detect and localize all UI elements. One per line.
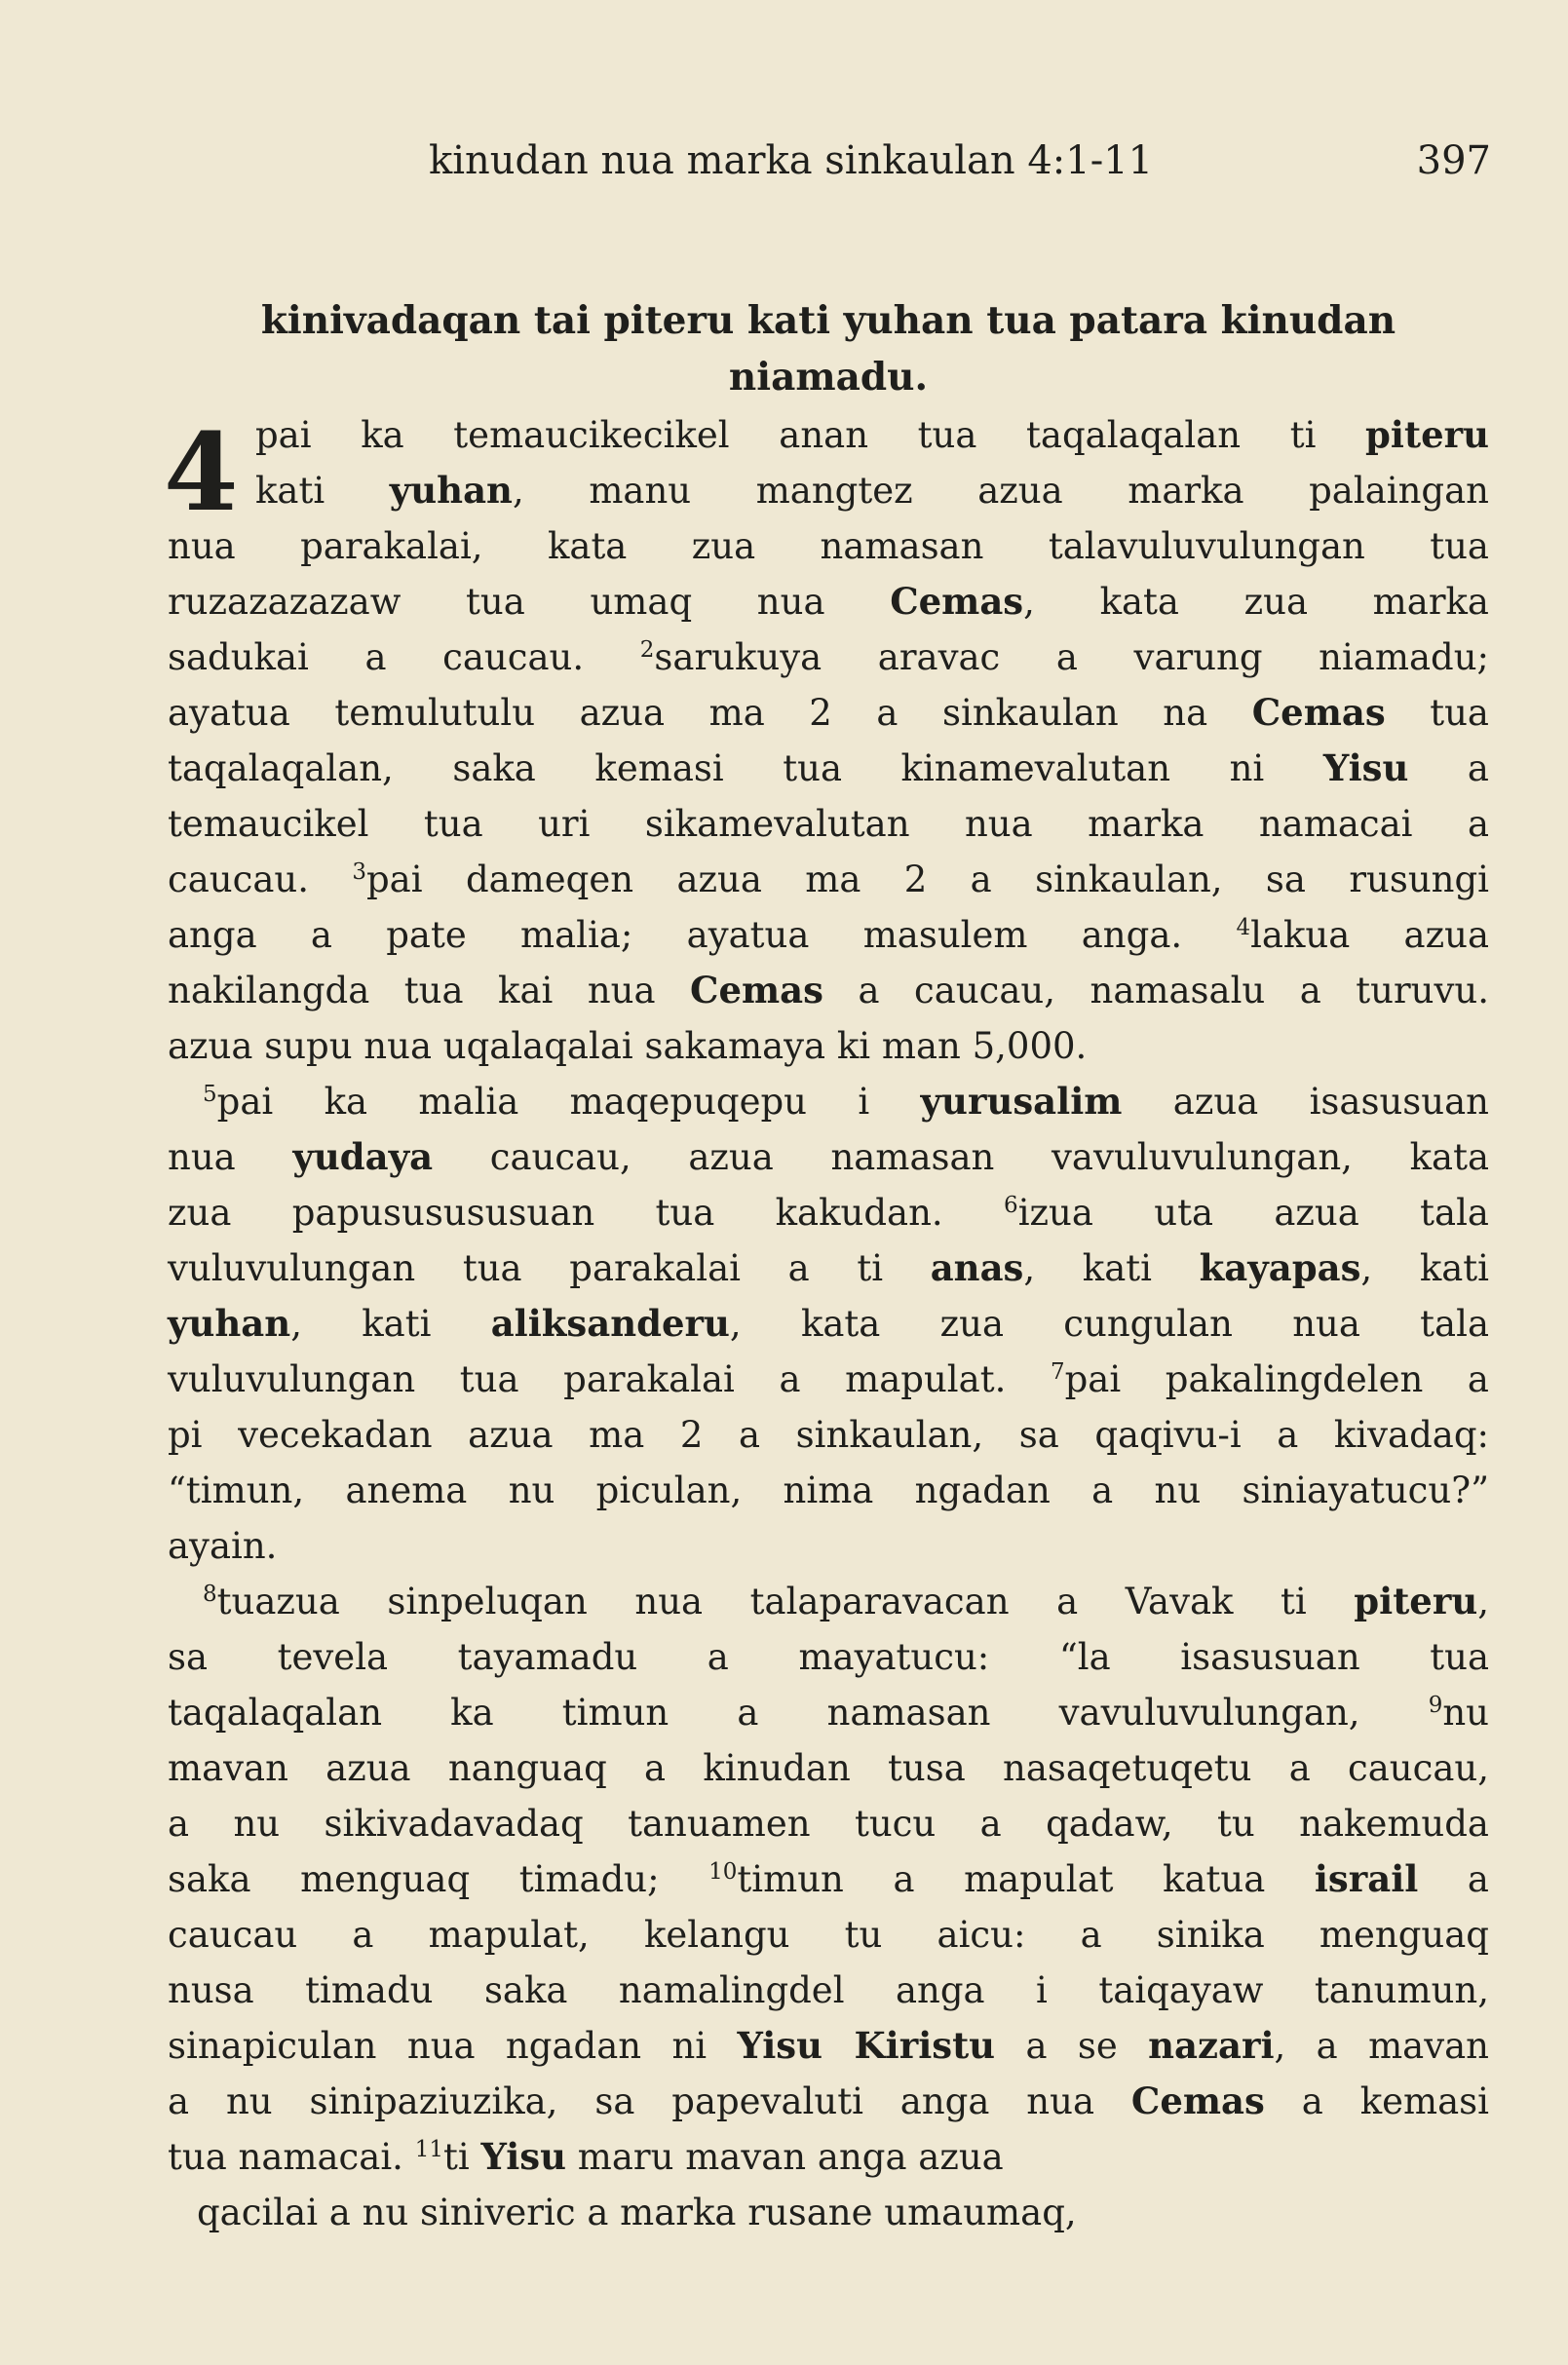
name-yuhan: yuhan (389, 469, 513, 512)
text-line: pai ka temaucikecikel anan tua taqalaqalan ti piteru (255, 413, 1489, 456)
name-israil: israil (1314, 1857, 1419, 1900)
text-line: sa tevela tayamadu a mayatucu: “la isasusuan tua (168, 1636, 1489, 1678)
name-yisu: Yisu (1322, 746, 1409, 789)
text-line: vuluvulungan tua parakalai a ti anas, kati kayapas, kati (168, 1246, 1490, 1289)
verse-number: 2 (639, 637, 655, 663)
section-heading-line: kinivadaqan tai piteru kati yuhan tua patara kinudan (260, 298, 1396, 343)
text-line: mavan azua nanguaq a kinudan tusa nasaqetuqetu a caucau, (168, 1747, 1489, 1789)
name-cemas: Cemas (890, 580, 1024, 623)
name-cemas: Cemas (690, 969, 823, 1011)
name-yurusalim: yurusalim (920, 1080, 1123, 1123)
chapter-body-text (168, 407, 1489, 2240)
text-line: vuluvulungan tua parakalai a mapulat. $^7$pai pakalingdelen a (168, 1358, 1489, 1400)
text-line: pi vecekadan azua ma 2 a sinkaulan, sa qaqivu-i a kivadaq: (168, 1414, 1489, 1456)
text-line: taqalaqalan, saka kemasi tua kinamevalutan ni Yisu a (168, 746, 1489, 789)
running-head (409, 132, 1491, 190)
section-heading (146, 292, 1511, 405)
text-line: $^8$tuazua sinpeluqan nua talaparavacan a Vavak ti piteru, (203, 1580, 1489, 1622)
text-line: temaucikel tua uri sikamevalutan nua marka namacai a (168, 803, 1489, 845)
text-line: azua supu nua uqalaqalai sakamaya ki man 5,000. (168, 1025, 1088, 1067)
verse-number: 4 (1236, 915, 1251, 940)
text-line: caucau a mapulat, kelangu tu aicu: a sinika menguaq (168, 1914, 1489, 1956)
text-line: nusa timadu saka namalingdel anga i taiqayaw tanumun, (168, 1969, 1489, 2011)
text-line: sadukai a caucau. $^2$sarukuya aravac a varung niamadu; (168, 636, 1489, 678)
text-line: nakilangda tua kai nua Cemas a caucau, namasalu a turuvu. (168, 969, 1489, 1011)
verse-number: 3 (352, 859, 366, 885)
verse-number: 11 (414, 2137, 443, 2162)
verse-number: 8 (203, 1582, 217, 1607)
name-cemas: Cemas (1251, 691, 1386, 734)
text-line: ayatua temulutulu azua ma 2 a sinkaulan na Cemas tua (168, 691, 1489, 734)
name-anas: anas (930, 1246, 1024, 1289)
verse-number: 10 (708, 1859, 738, 1885)
text-line: ayain. (168, 1525, 278, 1567)
text-line: kati yuhan, manu mangtez azua marka palaingan (255, 469, 1489, 512)
text-line: saka menguaq timadu; $^{10}$timun a mapulat katua israil a (168, 1857, 1489, 1900)
page-number: 397 (1416, 138, 1491, 183)
name-yuhan: yuhan (168, 1302, 291, 1345)
text-line: ruzazazazaw tua umaq nua Cemas, kata zua marka (168, 580, 1489, 623)
name-kayapas: kayapas (1199, 1246, 1361, 1289)
verse-number: 6 (1004, 1193, 1018, 1218)
name-yudaya: yudaya (292, 1135, 434, 1178)
name-cemas: Cemas (1130, 2079, 1265, 2122)
name-piteru: piteru (1365, 413, 1489, 456)
text-line: a nu sikivadavadaq tanuamen tucu a qadaw, tu nakemuda (168, 1803, 1489, 1845)
text-line: zua papususususuan tua kakudan. $^6$izua uta azua tala (168, 1192, 1489, 1234)
text-line: taqalaqalan ka timun a namasan vavuluvulungan, $^9$nu (168, 1692, 1489, 1734)
name-nazari: nazari (1148, 2024, 1275, 2067)
name-aliksanderu: aliksanderu (490, 1302, 730, 1345)
verse-number: 9 (1428, 1693, 1443, 1718)
name-piteru: piteru (1354, 1580, 1478, 1622)
text-line: “timun, anema nu piculan, nima ngadan a nu siniayatucu?” (168, 1469, 1489, 1511)
text-line: tua namacai. $^{11}$ti Yisu maru mavan anga azua (168, 2135, 1004, 2178)
text-line: $^5$pai ka malia maqepuqepu i yurusalim azua isasusuan (203, 1080, 1489, 1123)
poetic-quote-line: qacilai a nu siniveric a marka rusane umaumaq, (197, 2192, 1077, 2233)
text-line: caucau. $^3$pai dameqen azua ma 2 a sinkaulan, sa rusungi (168, 858, 1489, 900)
verse-number: 5 (203, 1082, 217, 1107)
text-line: a nu sinipaziuzika, sa papevaluti anga nua Cemas a kemasi (168, 2079, 1489, 2122)
text-line: sinapiculan nua ngadan ni Yisu Kiristu a se nazari, a mavan (168, 2024, 1490, 2067)
running-head-title: kinudan nua marka sinkaulan 4:1-11 (429, 138, 1154, 183)
text-line: yuhan, kati aliksanderu, kata zua cungulan nua tala (168, 1302, 1490, 1345)
section-heading-line: niamadu. (728, 355, 929, 400)
text-line: nua yudaya caucau, azua namasan vavuluvulungan, kata (168, 1135, 1489, 1178)
chapter-number: 4 (164, 409, 239, 535)
name-yisu: Yisu (480, 2135, 567, 2178)
text-line: anga a pate malia; ayatua masulem anga. $^4$lakua azua (168, 914, 1489, 956)
name-yisu-kiristu: Yisu Kiristu (737, 2024, 996, 2067)
text-line: nua parakalai, kata zua namasan talavuluvulungan tua (168, 525, 1489, 567)
verse-number: 7 (1050, 1359, 1065, 1385)
